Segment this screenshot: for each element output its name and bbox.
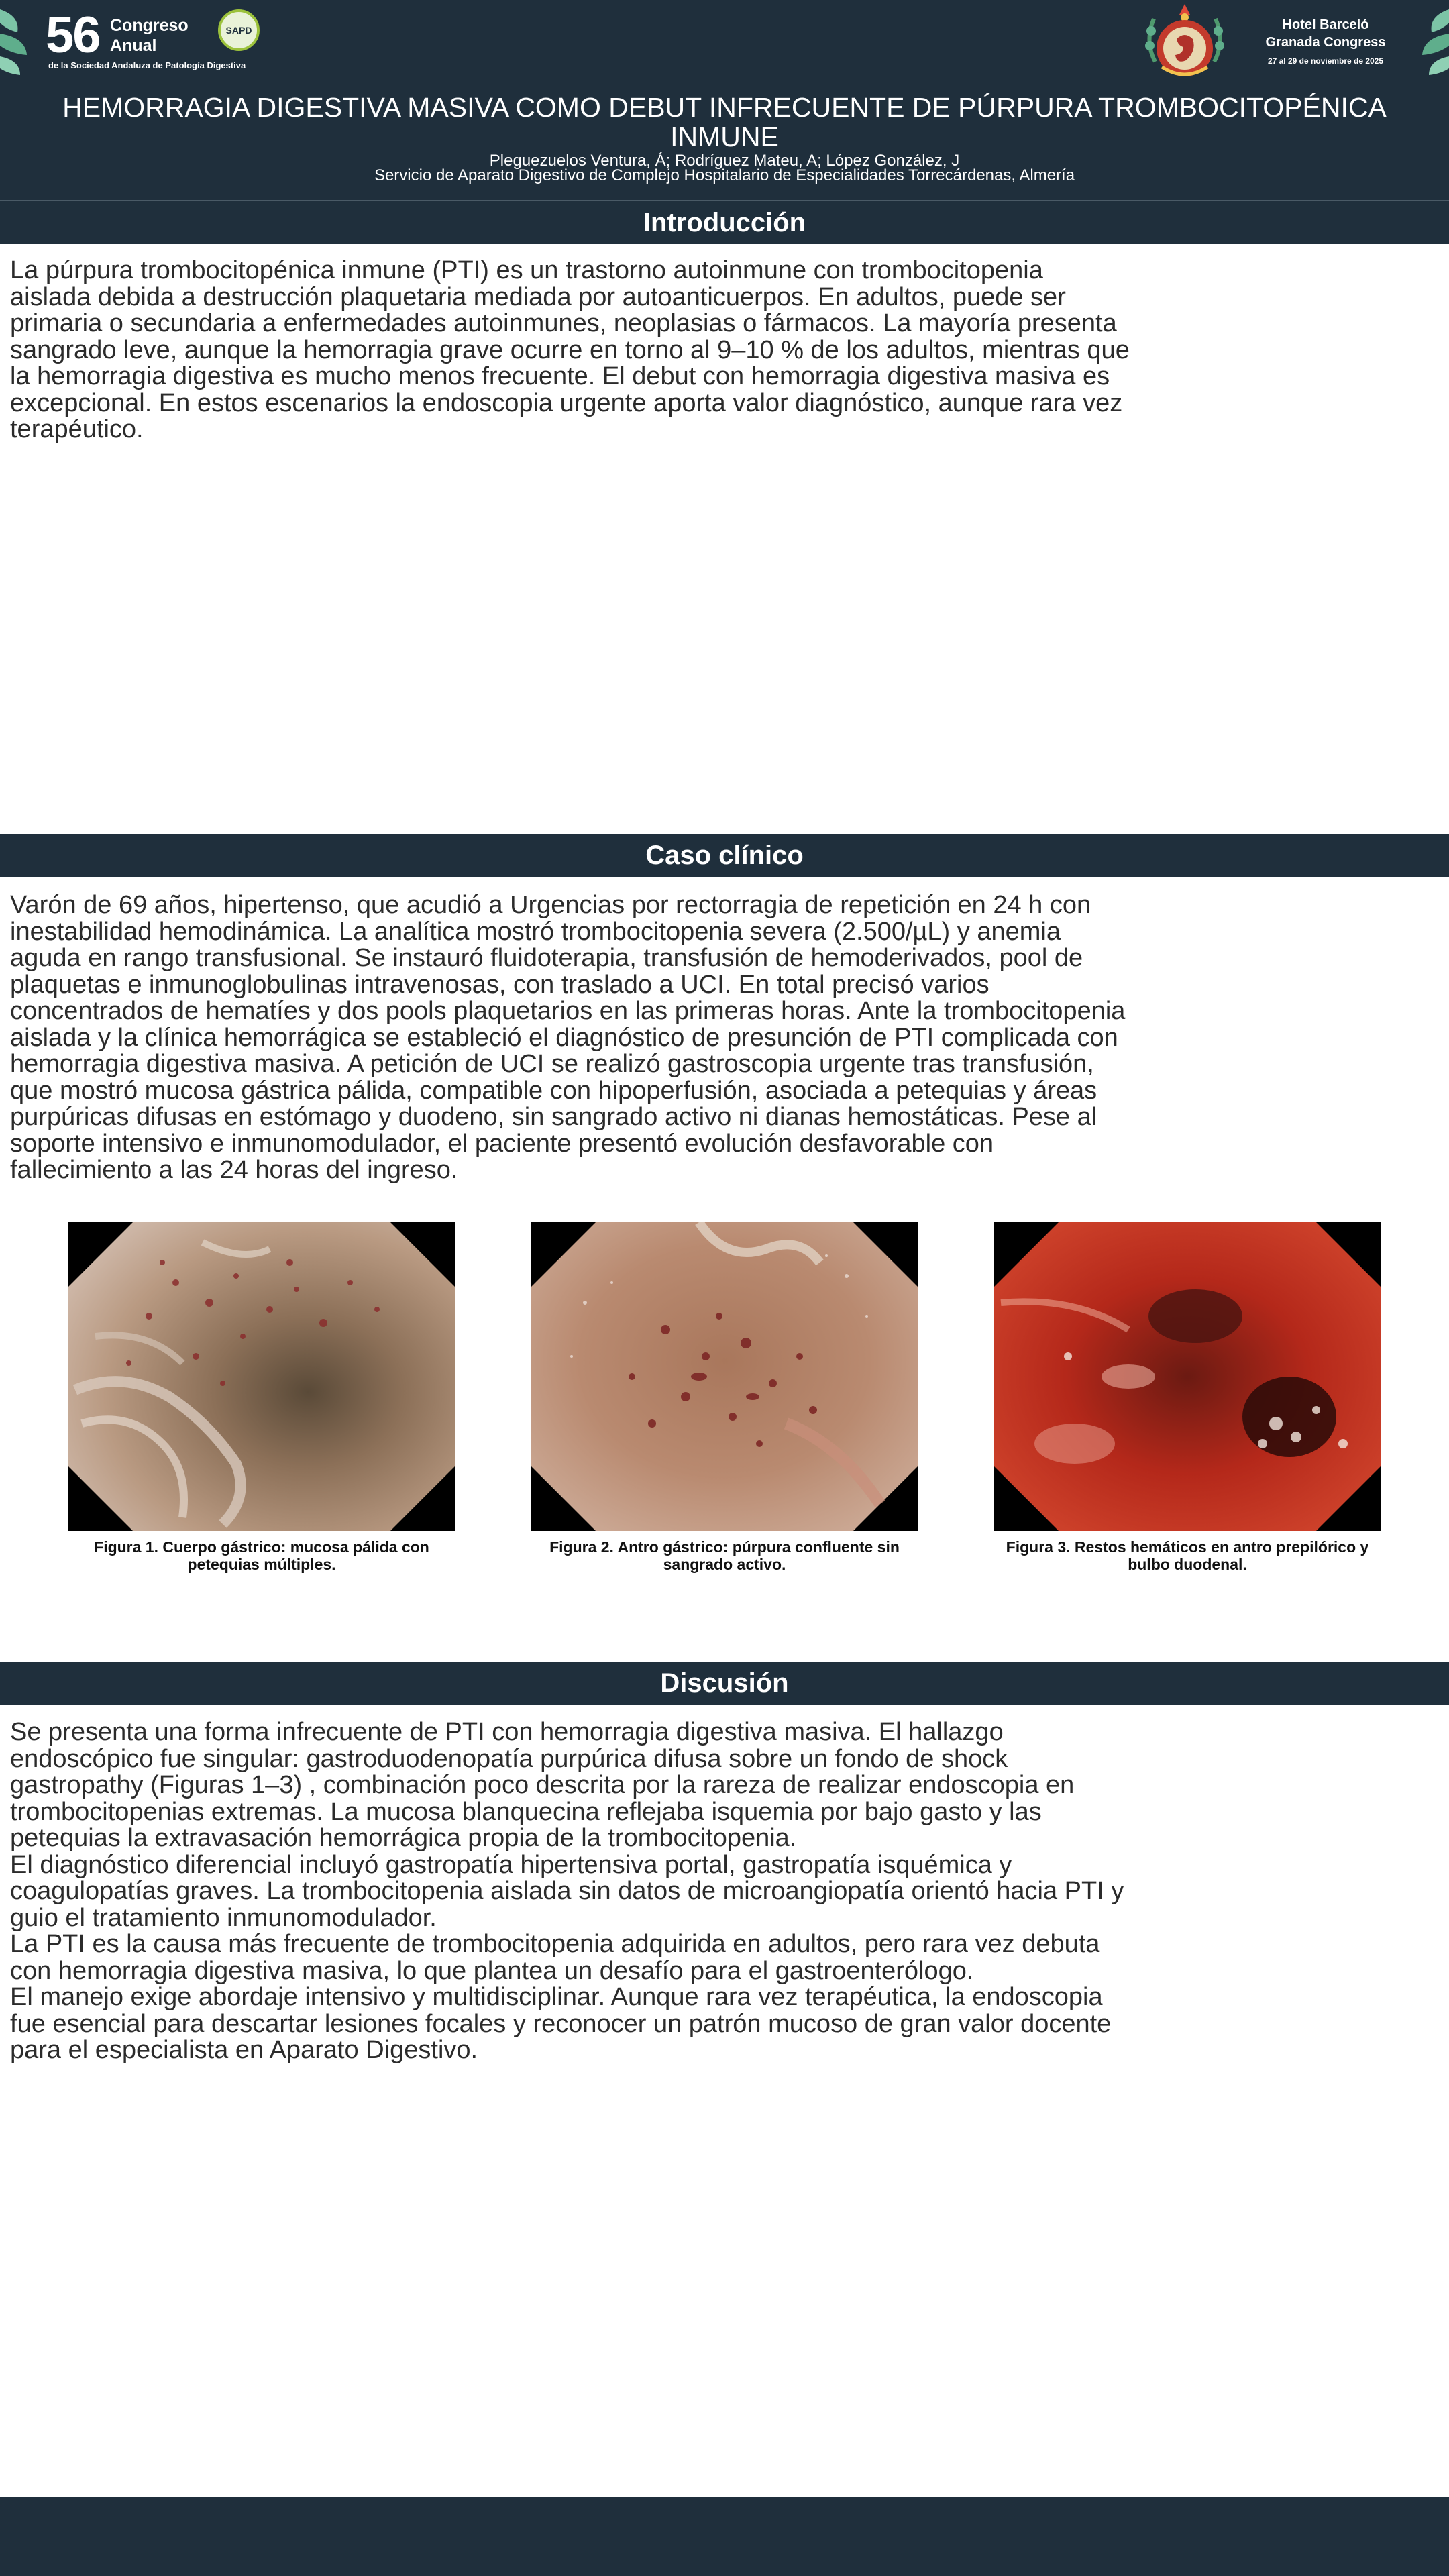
discussion-text [10, 1719, 1130, 2064]
venue-place: Granada Congress [1265, 35, 1386, 50]
congress-word: Congreso [110, 16, 189, 35]
figure-3 [994, 1222, 1381, 1573]
introduction-text [10, 258, 1130, 443]
figure-2-caption: Figura 2. Antro gástrico: púrpura confluente sin sangrado activo. [549, 1538, 900, 1573]
case-paragraph: Varón de 69 años, hipertenso, que acudió a Urgencias por rectorragia de repetición en 24 h con inestabilidad hemodinámica. La analítica mostró trombocitopenia severa (2.500/µL) y anemia aguda en rango transfusional. Se instauró fluidoterapia, transfusión de hemoderivados, pool de plaquetas e inmunoglobulinas intravenosas, con traslado a UCI. En total precisó varios concentrados de hematíes y dos pools plaquetarios en las primeras horas. Ante la trombocitopenia aislada y la clínica hemorrágica se estableció el diagnóstico de presunción de PTI complicada con hemorragia digestiva masiva. A petición de UCI se realizó gastroscopia urgente tras transfusión, que mostró mucosa gástrica pálida, compatible con hipoperfusión, asociada a petequias y áreas purpúricas difusas en estómago y duodeno, sin sangrado activo ni dianas hemostáticas. Pese al soporte intensivo e inmunomodulador, el paciente presentó evolución desfavorable con fallecimiento a las 24 horas del ingreso. [10, 891, 1126, 1184]
poster-header [0, 0, 1449, 201]
discussion-paragraph: El manejo exige abordaje intensivo y multidisciplinar. Aunque rara vez terapéutica, la endoscopia fue esencial para descartar lesiones focales y reconocer un patrón mucoso de gran valor docente para el especialista en Aparato Digestivo. [10, 1983, 1112, 2064]
figure-1-caption: Figura 1. Cuerpo gástrico: mucosa pálida con petequias múltiples. [94, 1538, 429, 1573]
society-name: de la Sociedad Andaluza de Patología Digestiva [48, 60, 246, 70]
congress-dates: 27 al 29 de noviembre de 2025 [1267, 56, 1384, 66]
venue-info [1246, 16, 1405, 66]
section-heading-introduction: Introducción [0, 201, 1449, 244]
granada-emblem-icon [1142, 1, 1228, 85]
sapd-logo [218, 9, 260, 51]
section-heading-discussion: Discusión [0, 1662, 1449, 1705]
congress-annual: Anual [110, 36, 157, 55]
figure-1 [68, 1222, 455, 1573]
discussion-paragraph: La PTI es la causa más frecuente de trombocitopenia adquirida en adultos, pero rara vez debuta con hemorragia digestiva masiva, lo que plantea un desafío para el gastroenterólogo. [10, 1930, 1100, 1985]
leaf-decoration-right [1414, 3, 1449, 78]
discussion-paragraph: El diagnóstico diferencial incluyó gastropatía hipertensiva portal, gastropatía isquémica y coagulopatías graves. La trombocitopenia aislada sin datos de microangiopatía orientó hacia PTI y guio el tratamiento inmunomodulador. [10, 1850, 1124, 1932]
poster-title: HEMORRAGIA DIGESTIVA MASIVA COMO DEBUT INFRECUENTE DE PÚRPURA TROMBOCITOPÉNICA INMUNE [62, 92, 1387, 152]
poster-footer [0, 2497, 1449, 2576]
figure-3-caption: Figura 3. Restos hemáticos en antro prepilórico y bulbo duodenal. [1006, 1538, 1369, 1573]
poster-affiliation: Servicio de Aparato Digestivo de Complejo Hospitalario de Especialidades Torrecárdenas, Almería [374, 166, 1075, 184]
case-text [10, 892, 1130, 1184]
section-heading-case: Caso clínico [0, 834, 1449, 877]
discussion-paragraph: Se presenta una forma infrecuente de PTI con hemorragia digestiva masiva. El hallazgo endoscópico fue singular: gastroduodenopatía purpúrica difusa sobre un fondo de shock gastropathy (Figuras 1–3) , combinación poco descrita por la rareza de realizar endoscopia en trombocitopenias extremas. La mucosa blanquecina reflejaba isquemia por bajo gasto y las petequias la extravasación hemorrágica propia de la trombocitopenia. [10, 1718, 1075, 1852]
endoscopy-image-prepyloric-antrum [994, 1222, 1381, 1531]
congress-number: 56 [46, 7, 100, 64]
endoscopy-image-gastric-antrum [531, 1222, 918, 1531]
figure-2 [531, 1222, 918, 1573]
introduction-paragraph: La púrpura trombocitopénica inmune (PTI) es un trastorno autoinmune con trombocitopenia aislada debida a destrucción plaquetaria mediada por autoanticuerpos. En adultos, puede ser primaria o secundaria a enfermedades autoinmunes, neoplasias o fármacos. La mayoría presenta sangrado leve, aunque la hemorragia grave ocurre en torno al 9–10 % de los adultos, mientras que la hemorragia digestiva es mucho menos frecuente. El debut con hemorragia digestiva masiva es excepcional. En estos escenarios la endoscopia urgente aporta valor diagnóstico, aunque rara vez terapéutico. [10, 256, 1130, 443]
poster-authors: Pleguezuelos Ventura, Á; Rodríguez Mateu, A; López González, J [489, 152, 960, 170]
endoscopy-image-gastric-body [68, 1222, 455, 1531]
sapd-logo-text: SAPD [225, 25, 252, 36]
venue-hotel: Hotel Barceló [1282, 17, 1369, 32]
leaf-decoration-left [0, 3, 35, 78]
